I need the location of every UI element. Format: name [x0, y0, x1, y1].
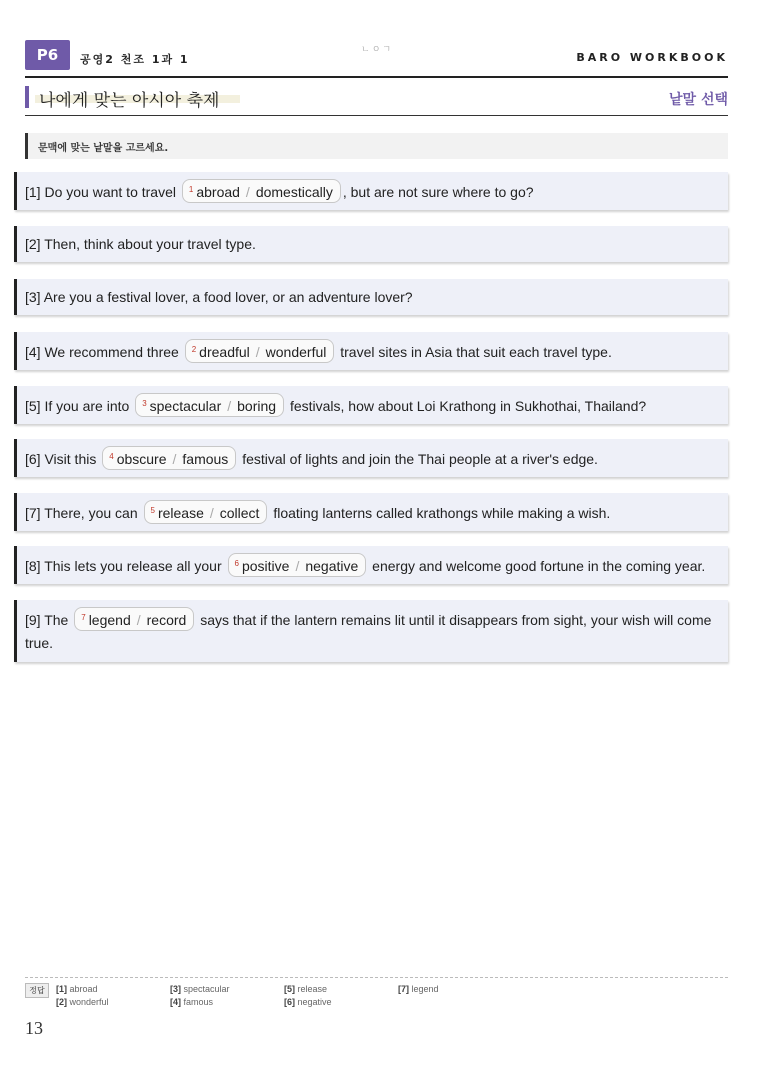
choice-number: 7 — [81, 613, 86, 622]
question-text: If you are into — [44, 398, 130, 414]
question-number: [4] — [25, 344, 41, 360]
choice-option-1[interactable]: spectacular — [149, 398, 222, 414]
choice-option-1[interactable]: legend — [88, 612, 131, 628]
question-text-after: energy and welcome good fortune in the coming year. — [372, 558, 706, 574]
choice-option-2[interactable]: wonderful — [265, 344, 327, 360]
choice-option-2[interactable]: famous — [182, 451, 229, 467]
question-text: Are you a festival lover, a food lover, or an adventure lover? — [43, 289, 413, 305]
question-text: There, you can — [44, 505, 138, 521]
choice-option-1[interactable]: dreadful — [199, 344, 250, 360]
question-6 — [14, 439, 728, 477]
choice-number: 4 — [109, 452, 114, 461]
question-number: [9] — [25, 612, 41, 628]
question-text-after: floating lanterns called krathongs while making a wish. — [273, 505, 611, 521]
answer-item: [1] abroad — [56, 984, 98, 994]
choice-box[interactable]: $^6$ positive / negative — [228, 553, 367, 577]
question-1 — [14, 172, 728, 210]
title-accent-bar — [25, 86, 29, 108]
choice-option-2[interactable]: collect — [219, 505, 260, 521]
question-3 — [14, 279, 728, 315]
question-number: [8] — [25, 558, 41, 574]
page-badge: P6 — [25, 40, 70, 70]
choice-option-1[interactable]: obscure — [116, 451, 167, 467]
question-number: [6] — [25, 451, 41, 467]
choice-box[interactable]: $^7$ legend / record — [74, 607, 194, 631]
question-5 — [14, 386, 728, 424]
choice-option-2[interactable]: boring — [237, 398, 277, 414]
question-number: [1] — [25, 184, 41, 200]
question-text-after: says that if the lantern remains lit until it disappears from sight, your wish will come true. — [25, 612, 712, 651]
choice-box[interactable]: $^5$ release / collect — [144, 500, 268, 524]
answer-item: [5] release — [284, 984, 328, 994]
question-text: This lets you release all your — [44, 558, 222, 574]
page-number: 13 — [25, 1018, 43, 1038]
question-number: [2] — [25, 236, 41, 252]
choice-option-2[interactable]: domestically — [255, 184, 333, 200]
choice-number: 1 — [188, 185, 194, 194]
question-number: [3] — [25, 289, 41, 305]
choice-box[interactable]: $^3$ spectacular / boring — [135, 393, 284, 417]
brand-label: BARO WORKBOOK — [576, 51, 728, 64]
question-text-after: , but are not sure where to go? — [342, 184, 534, 200]
choice-number: 2 — [191, 345, 197, 354]
question-text: We recommend three — [44, 344, 179, 360]
choice-number: 3 — [142, 399, 147, 408]
header-divider — [25, 76, 728, 78]
course-label: 공영2 천조 1과 1 — [80, 53, 190, 66]
choice-box[interactable]: $^2$ dreadful / wonderful — [185, 339, 335, 363]
section-label: 낱말 선택 — [669, 92, 728, 108]
choice-number: 5 — [150, 506, 155, 515]
choice-box[interactable]: $^4$ obscure / famous — [102, 446, 236, 470]
answer-divider — [25, 977, 728, 978]
question-text: Do you want to travel — [44, 184, 176, 200]
question-number: [5] — [25, 398, 41, 414]
answer-item: [4] famous — [170, 997, 214, 1007]
choice-option-2[interactable]: negative — [305, 558, 359, 574]
question-text: Then, think about your travel type. — [44, 236, 256, 252]
answer-item: [6] negative — [284, 997, 332, 1007]
choice-option-1[interactable]: abroad — [196, 184, 240, 200]
question-text-after: festivals, how about Loi Krathong in Sukhothai, Thailand? — [289, 398, 647, 414]
question-4 — [14, 332, 728, 370]
title-bar — [25, 86, 728, 116]
choice-option-1[interactable]: release — [157, 505, 204, 521]
center-mark: ㄴㅇㄱ — [361, 45, 394, 55]
answer-item: [2] wonderful — [56, 997, 109, 1007]
question-text: Visit this — [44, 451, 97, 467]
question-text-after: travel sites in Asia that suit each travel type. — [340, 344, 612, 360]
answer-item: [3] spectacular — [170, 984, 230, 994]
answer-badge: 정답 — [25, 983, 49, 998]
question-8 — [14, 546, 728, 584]
page-title: 나에게 맞는 아시아 축제 — [39, 91, 220, 111]
choice-number: 6 — [234, 559, 239, 568]
answer-item: [7] legend — [398, 984, 439, 994]
question-number: [7] — [25, 505, 41, 521]
question-text-after: festival of lights and join the Thai people at a river's edge. — [242, 451, 598, 467]
question-7 — [14, 493, 728, 531]
instruction: 문맥에 맞는 낱말을 고르세요. — [25, 133, 728, 159]
header — [25, 40, 728, 78]
question-text: The — [44, 612, 69, 628]
question-2 — [14, 226, 728, 262]
choice-box[interactable]: $^1$ abroad / domestically — [182, 179, 341, 203]
question-9 — [14, 600, 728, 662]
choice-option-2[interactable]: record — [146, 612, 187, 628]
choice-option-1[interactable]: positive — [241, 558, 290, 574]
